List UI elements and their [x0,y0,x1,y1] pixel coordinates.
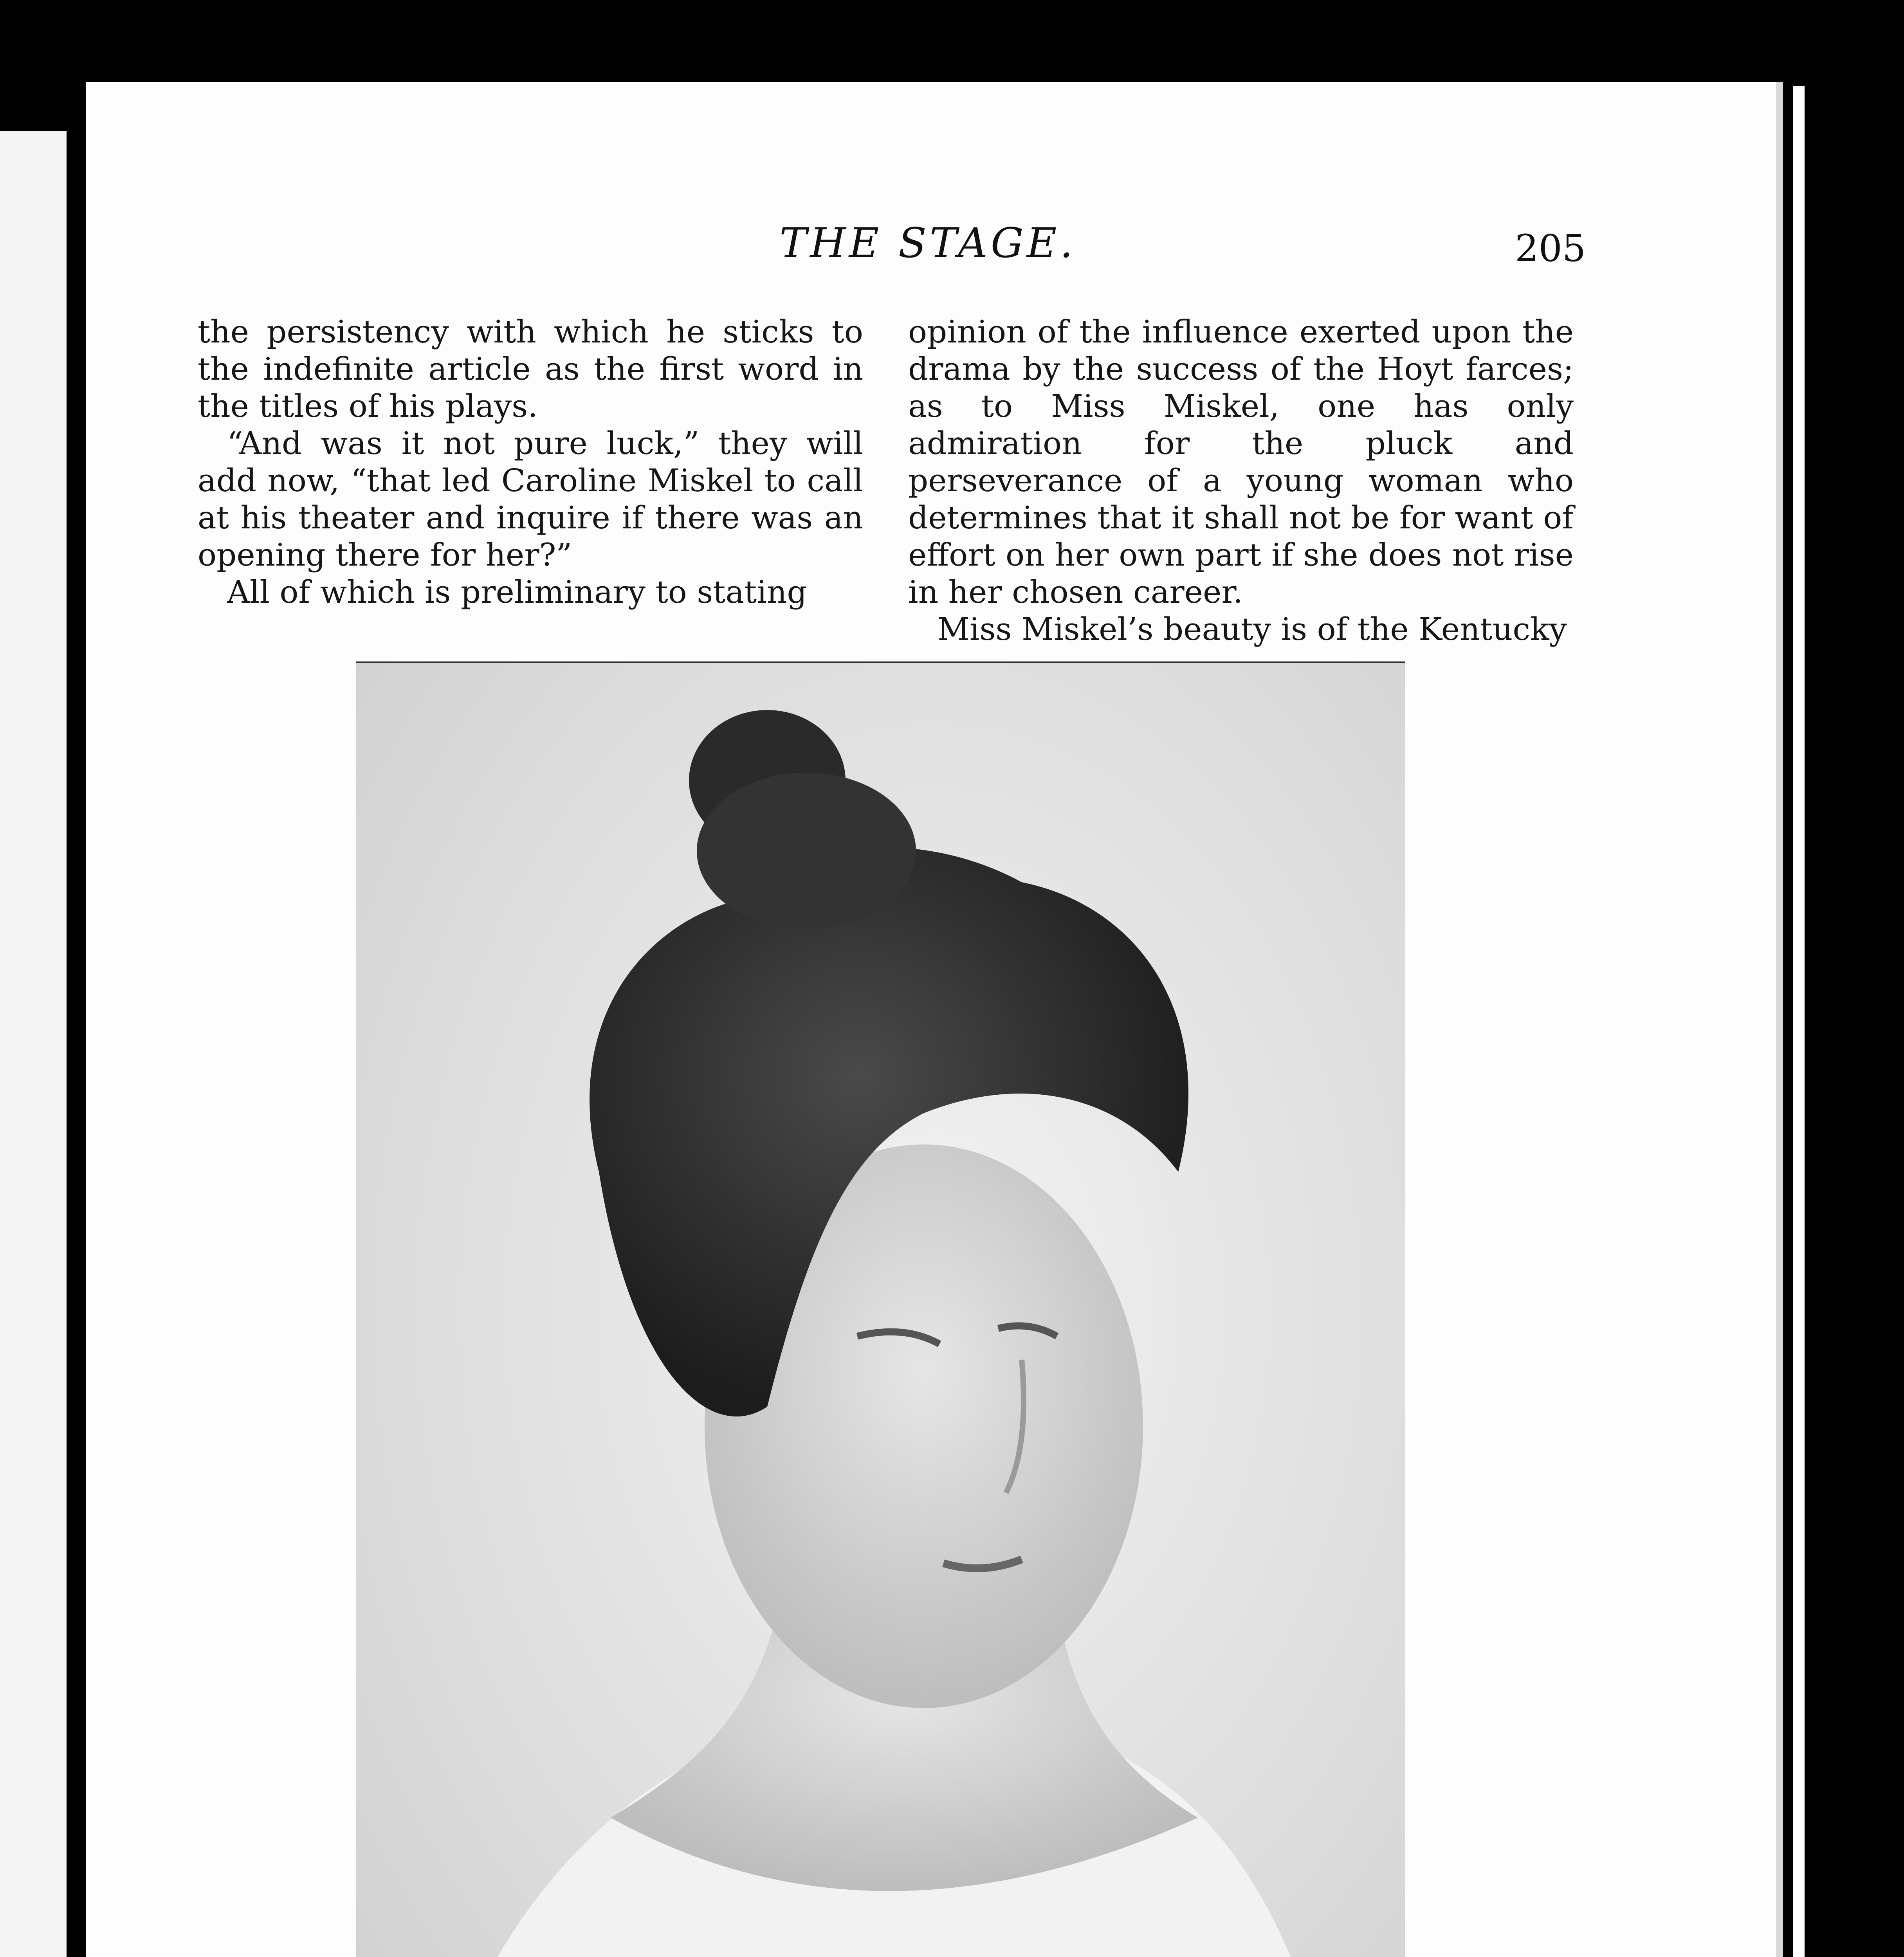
paragraph: All of which is preliminary to stating [227,574,807,610]
page-stack-edge [1793,86,1805,1957]
portrait-illustration [356,663,1405,1957]
top-right-column [908,313,1574,648]
hair-bun-shape [697,773,916,929]
paragraph: “And was it not pure luck,” they will add now, “that led Caroline Miskel to call at his theater and inquire if there was an opening there for her?” [198,425,863,573]
page-number: 205 [1515,227,1586,270]
running-title: THE STAGE. [779,219,1076,267]
previous-page-edge [0,131,67,1957]
portrait-photograph [356,661,1405,1957]
paragraph: opinion of the influence exerted upon the drama by the success of the Hoyt farces; as to Miss Miskel, one has only admiration for the pluck and perseverance of a young woman who determines that it shall not be for want of effort on her own part if she does not rise in her chosen career. [908,314,1574,610]
paragraph: Miss Miskel’s beauty is of the Kentucky [938,611,1567,647]
top-left-column [198,313,863,611]
paragraph: the persistency with which he sticks to the indefinite article as the first word in the titles of his plays. [198,314,863,424]
